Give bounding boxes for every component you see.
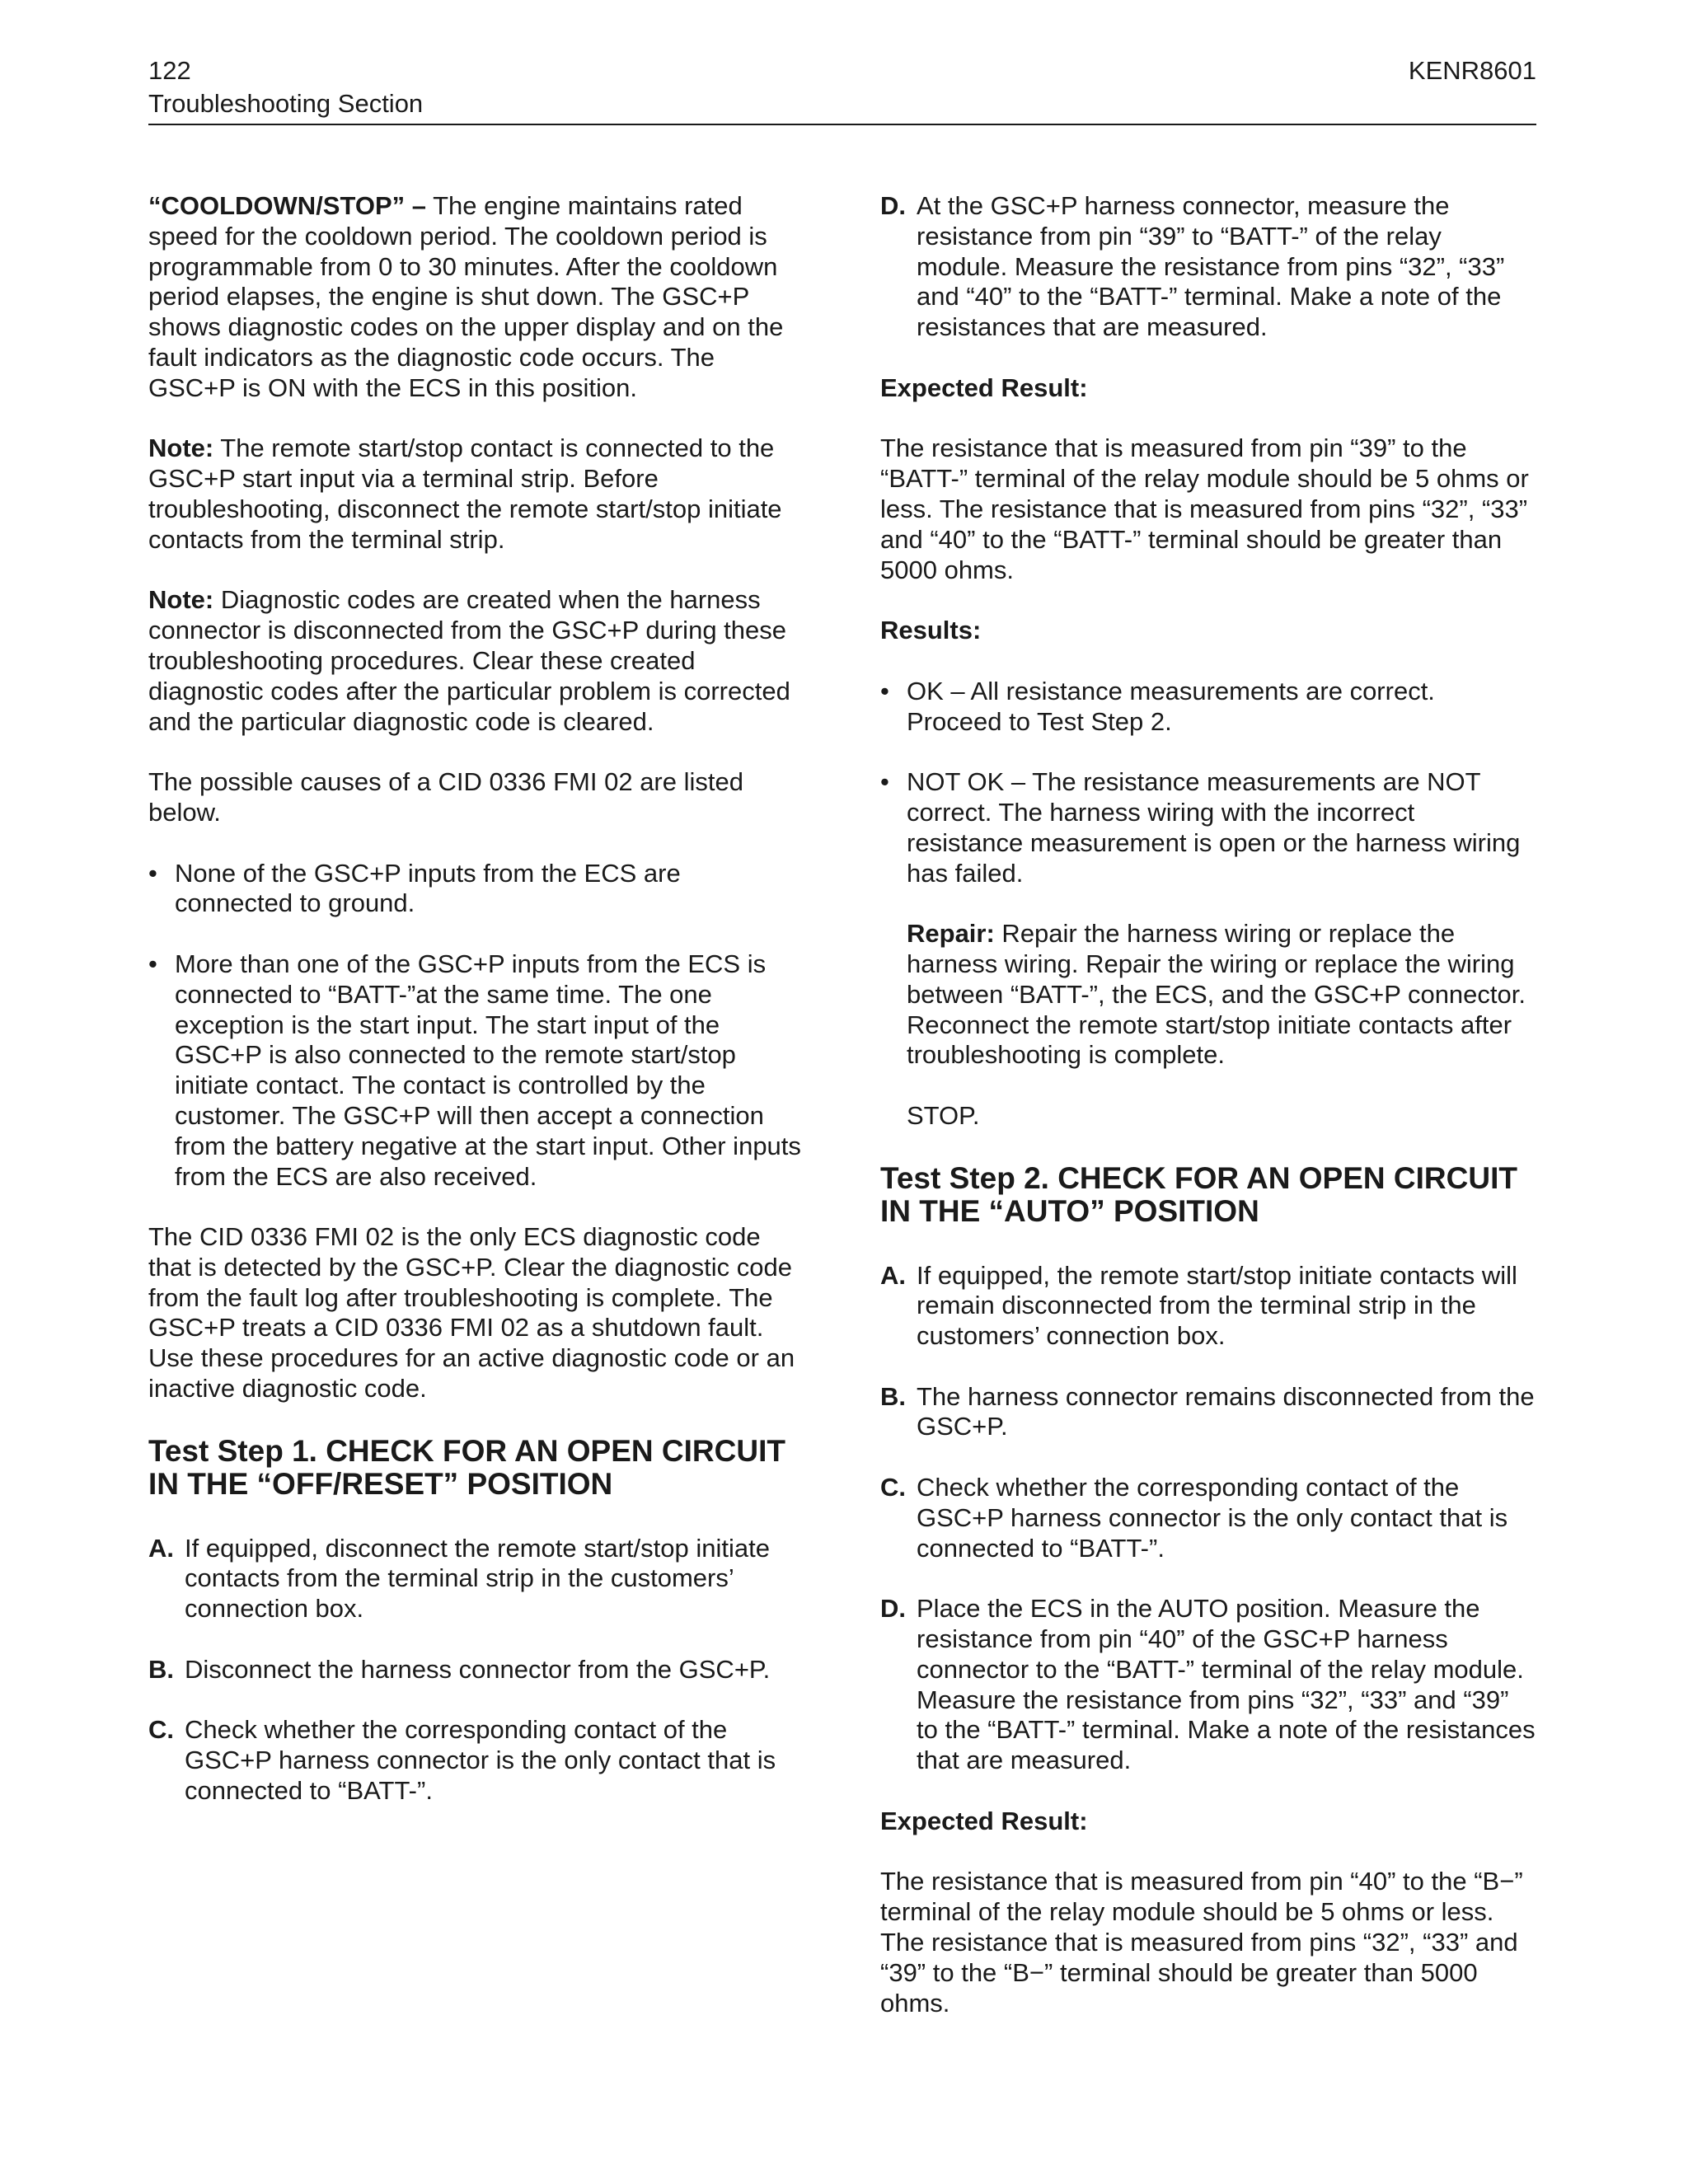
- step-label: C.: [880, 1473, 906, 1502]
- step-text: Disconnect the harness connector from the GSC+P.: [185, 1654, 771, 1684]
- section-title: Troubleshooting Section: [148, 89, 424, 118]
- stop-text: STOP.: [907, 1100, 980, 1130]
- step-label: B.: [880, 1381, 906, 1411]
- bullet-icon: •: [148, 949, 157, 978]
- step-2a: [880, 1261, 1536, 1352]
- step-text: The harness connector remains disconnected from the GSC+P.: [917, 1381, 1535, 1441]
- expected-result-label: Expected Result:: [880, 373, 1088, 402]
- expected-result-label: Expected Result:: [880, 1806, 1088, 1835]
- cause-list-item: [148, 949, 804, 1192]
- result-ok-text: OK – All resistance measurements are correct. Proceed to Test Step 2.: [907, 676, 1435, 736]
- right-column: [880, 191, 1536, 2049]
- step-text: Check whether the corresponding contact of the GSC+P harness connector is the only contact that is connected to “BATT-”.: [185, 1715, 776, 1806]
- step-1d: [880, 191, 1536, 343]
- step-text: Place the ECS in the AUTO position. Measure the resistance from pin “40” of the GSC+P harness connector to the “BATT-” terminal of the relay module. Measure the resistance from pins “32”, “33” and “39” to the “BATT-” terminal. Make a note of the resistances that are measured.: [917, 1594, 1536, 1775]
- cause-text: None of the GSC+P inputs from the ECS are connected to ground.: [175, 858, 681, 918]
- cooldown-stop-label: “COOLDOWN/STOP” –: [148, 191, 427, 220]
- step-1c: [148, 1715, 804, 1806]
- step-text: Check whether the corresponding contact of the GSC+P harness connector is the only contact that is connected to “BATT-”.: [917, 1473, 1508, 1563]
- note-label: Note:: [148, 585, 214, 615]
- step-1b: [148, 1655, 804, 1685]
- step-2d: [880, 1594, 1536, 1776]
- repair-paragraph: [880, 919, 1536, 1071]
- step-2b: [880, 1382, 1536, 1443]
- cid-description: The CID 0336 FMI 02 is the only ECS diagnostic code that is detected by the GSC+P. Clear the diagnostic code from the fault log after troubleshooting is complete. The GSC+P treats a CID 0336 FMI 02 as a shutdown fault. Use these procedures for an active diagnostic code or an inactive diagnostic code.: [148, 1222, 795, 1404]
- step-2c: [880, 1473, 1536, 1563]
- expected-result-text: The resistance that is measured from pin “39” to the “BATT-” terminal of the relay module should be 5 ohms or less. The resistance that is measured from pins “32”, “33” and “40” to the “BATT-” terminal should be greater than 5000 ohms.: [880, 434, 1529, 584]
- step-label: C.: [148, 1715, 174, 1745]
- document-id: KENR8601: [1408, 56, 1536, 85]
- step-text: If equipped, disconnect the remote start/stop initiate contacts from the terminal strip in the customers’ connection box.: [185, 1533, 770, 1624]
- cooldown-stop-text: The engine maintains rated speed for the cooldown period. The cooldown period is programmable from 0 to 30 minutes. After the cooldown period elapses, the engine is shut down. The GSC+P shows diagnostic codes on the upper display and on the fault indicators as the diagnostic code occurs. The GSC+P is ON with the ECS in this position.: [148, 191, 784, 402]
- test-step-2-heading: Test Step 2. CHECK FOR AN OPEN CIRCUIT IN THE “AUTO” POSITION: [880, 1160, 1517, 1228]
- page-header: [148, 54, 1536, 125]
- page-number: 122: [148, 56, 191, 85]
- step-label: D.: [880, 191, 906, 220]
- note-text: The remote start/stop contact is connected to the GSC+P start input via a terminal strip. Before troubleshooting, disconnect the remote start/stop initiate contacts from the terminal strip.: [148, 434, 782, 554]
- note-diagnostic-codes: [148, 585, 804, 737]
- repair-text: Repair the harness wiring or replace the harness wiring. Repair the wiring or replace the wiring between “BATT-”, the ECS, and the GSC+P connector. Reconnect the remote start/stop initiate contacts after troubleshooting is complete.: [907, 919, 1526, 1070]
- step-label: B.: [148, 1654, 174, 1684]
- note-text: Diagnostic codes are created when the harness connector is disconnected from the GSC+P during these troubleshooting procedures. Clear these created diagnostic codes after the particular problem is corrected and the particular diagnostic code is cleared.: [148, 585, 790, 736]
- repair-label: Repair:: [907, 919, 995, 949]
- possible-causes-intro: The possible causes of a CID 0336 FMI 02 are listed below.: [148, 767, 743, 827]
- result-ok: [880, 677, 1536, 738]
- step-label: D.: [880, 1594, 906, 1624]
- note-label: Note:: [148, 434, 214, 463]
- step-1a: [148, 1534, 804, 1624]
- left-column: [148, 191, 804, 1837]
- expected-result-text: The resistance that is measured from pin “40” to the “B−” terminal of the relay module should be 5 ohms or less. The resistance that is measured from pins “32”, “33” and “39” to the “B−” terminal should be greater than 5000 ohms.: [880, 1867, 1523, 2018]
- result-not-ok: [880, 767, 1536, 888]
- results-label: Results:: [880, 616, 982, 645]
- bullet-icon: •: [880, 767, 889, 797]
- step-text: If equipped, the remote start/stop initiate contacts will remain disconnected from the terminal strip in the customers’ connection box.: [917, 1260, 1517, 1351]
- cooldown-stop-paragraph: [148, 191, 804, 404]
- result-not-ok-text: NOT OK – The resistance measurements are NOT correct. The harness wiring with the incorrect resistance measurement is open or the harness wiring has failed.: [907, 767, 1521, 888]
- step-text: At the GSC+P harness connector, measure the resistance from pin “39” to “BATT-” of the relay module. Measure the resistance from pins “32”, “33” and “40” to the “BATT-” terminal. Make a note of the resistances that are measured.: [917, 191, 1505, 342]
- bullet-icon: •: [880, 676, 889, 705]
- note-remote-contact: [148, 434, 804, 555]
- step-label: A.: [148, 1533, 174, 1563]
- cause-text: More than one of the GSC+P inputs from the ECS is connected to “BATT-”at the same time. The one exception is the start input. The start input of the GSC+P is also connected to the remote start/stop initiate contact. The contact is controlled by the customer. The GSC+P will then accept a connection from the battery negative at the start input. Other inputs from the ECS are also received.: [175, 949, 801, 1191]
- cause-list-item: [148, 859, 804, 920]
- test-step-1-heading: Test Step 1. CHECK FOR AN OPEN CIRCUIT IN THE “OFF/RESET” POSITION: [148, 1433, 785, 1501]
- bullet-icon: •: [148, 858, 157, 888]
- step-label: A.: [880, 1260, 906, 1290]
